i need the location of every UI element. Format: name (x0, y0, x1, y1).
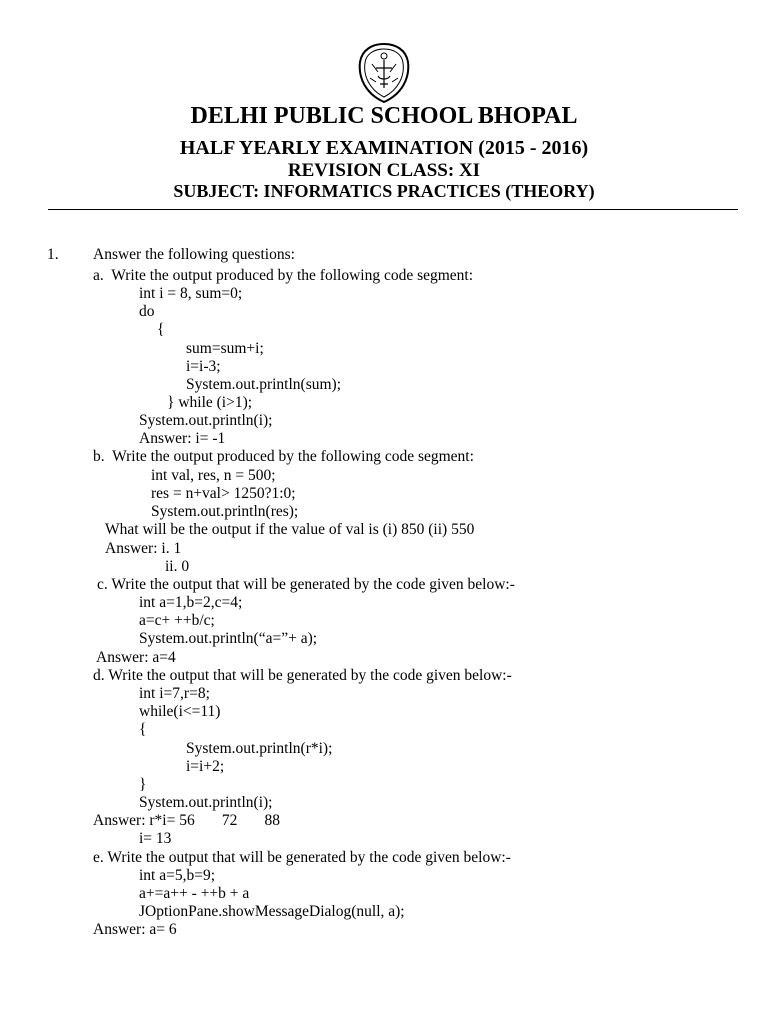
question-text: What will be the output if the value of val is (i) 850 (ii) 550 (105, 521, 475, 538)
question-part-d: d. Write the output that will be generated by the code given below:- (93, 667, 512, 684)
code-line: int val, res, n = 500; (151, 467, 276, 484)
code-line: a=c+ ++b/c; (139, 612, 215, 629)
code-line: System.out.println(i); (139, 412, 273, 429)
question-part-e: e. Write the output that will be generated by the code given below:- (93, 849, 511, 866)
school-name: DELHI PUBLIC SCHOOL BHOPAL (190, 103, 578, 129)
answer-e: Answer: a= 6 (93, 921, 177, 938)
code-line: System.out.println(res); (151, 503, 299, 520)
question-number: 1. (47, 246, 59, 263)
code-line: System.out.println(sum); (186, 376, 341, 393)
code-line: res = n+val> 1250?1:0; (151, 485, 296, 502)
answer-d-line: i= 13 (139, 830, 172, 847)
code-line: while(i<=11) (139, 703, 221, 720)
exam-title: HALF YEARLY EXAMINATION (2015 - 2016) (179, 137, 589, 159)
question-part-b: b. Write the output produced by the following code segment: (93, 448, 474, 465)
code-line: System.out.println(r*i); (186, 740, 333, 757)
class-title: REVISION CLASS: XI (287, 160, 481, 181)
answer-c: Answer: a=4 (96, 649, 176, 666)
code-line: int a=5,b=9; (139, 867, 216, 884)
code-line: System.out.println(“a=”+ a); (139, 630, 318, 647)
answer-d: Answer: r*i= 56 72 88 (93, 812, 280, 829)
code-line: } (139, 776, 147, 793)
code-line: System.out.println(i); (139, 794, 273, 811)
code-line: i=i-3; (186, 358, 221, 375)
subject-title: SUBJECT: INFORMATICS PRACTICES (THEORY) (173, 181, 595, 201)
code-line: int i = 8, sum=0; (139, 285, 243, 302)
header-divider (48, 209, 738, 210)
answer-b-line: ii. 0 (165, 558, 190, 575)
school-crest-logo (356, 42, 412, 104)
question-part-a: a. Write the output produced by the following code segment: (93, 267, 474, 284)
code-line: int a=1,b=2,c=4; (139, 594, 243, 611)
code-line: a+=a++ - ++b + a (139, 885, 250, 902)
answer-a: Answer: i= -1 (139, 430, 226, 447)
code-line: JOptionPane.showMessageDialog(null, a); (139, 903, 405, 920)
code-line: int i=7,r=8; (139, 685, 210, 702)
question-part-c: c. Write the output that will be generated by the code given below:- (97, 576, 515, 593)
code-line: sum=sum+i; (186, 340, 264, 357)
answer-b: Answer: i. 1 (105, 540, 182, 557)
code-line: { (157, 321, 165, 338)
question-instruction: Answer the following questions: (93, 246, 295, 263)
code-line: { (139, 721, 147, 738)
code-line: } while (i>1); (167, 394, 253, 411)
code-line: i=i+2; (186, 758, 225, 775)
code-line: do (139, 303, 155, 320)
